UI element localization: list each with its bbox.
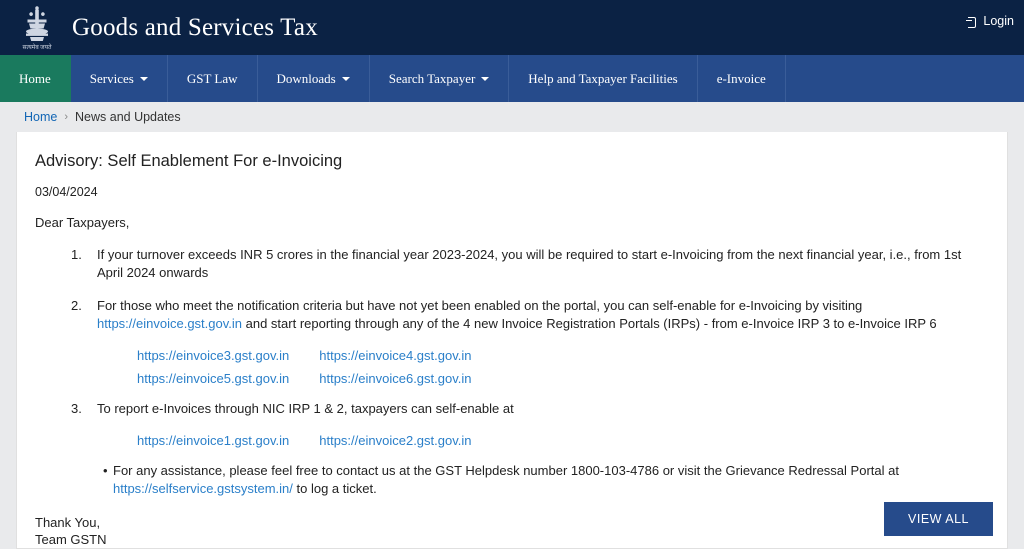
advisory-item-3-text: To report e-Invoices through NIC IRP 1 & 2, taxpayers can self-enable at	[97, 401, 514, 416]
signoff-thanks: Thank You,	[35, 515, 101, 530]
nav-item-search-taxpayer[interactable]	[370, 55, 510, 102]
nav-item-e-invoice[interactable]	[698, 55, 786, 102]
breadcrumb-current: News and Updates	[75, 110, 181, 124]
national-emblem-icon	[16, 3, 58, 53]
advisory-item-2	[35, 297, 989, 333]
nav-item-downloads[interactable]	[258, 55, 370, 102]
advisory-item-1	[35, 246, 989, 282]
advisory-item-2-text-a: For those who meet the notification criteria but have not yet been enabled on the portal, you can self-enable for e-Invoicing by visiting	[97, 298, 863, 313]
login-label: Login	[983, 14, 1014, 28]
nav-label-search-taxpayer: Search Taxpayer	[388, 70, 476, 86]
content-area	[0, 132, 1024, 549]
einvoice-portal-link[interactable]: https://einvoice.gst.gov.in	[97, 316, 243, 331]
advisory-salutation: Dear Taxpayers,	[35, 215, 130, 230]
chevron-down-icon	[481, 77, 489, 81]
assistance-text	[103, 462, 989, 498]
advisory-assistance-note	[35, 462, 989, 498]
selfservice-portal-link[interactable]: https://selfservice.gstsystem.in/	[113, 481, 293, 496]
irp-links-row-2	[35, 371, 989, 386]
nav-label-downloads: Downloads	[276, 70, 336, 86]
nav-label-home: Home	[19, 70, 51, 86]
chevron-down-icon	[140, 77, 148, 81]
nav-item-help-and-taxpayer-facilities[interactable]	[509, 55, 697, 102]
advisory-item-2-body	[71, 297, 989, 333]
einvoice3-link[interactable]: https://einvoice3.gst.gov.in	[137, 348, 290, 363]
nav-filler	[786, 55, 1024, 102]
nav-item-services[interactable]	[71, 55, 168, 102]
advisory-item-2-text-b: and start reporting through any of the 4 new Invoice Registration Portals (IRPs) - from e-Invoice IRP 3 to e-Invoice IRP 6	[242, 316, 937, 331]
nav-item-gst-law[interactable]	[168, 55, 258, 102]
einvoice6-link[interactable]: https://einvoice6.gst.gov.in	[319, 371, 472, 386]
breadcrumb-home-link[interactable]: Home	[24, 110, 58, 124]
breadcrumb-separator: ›	[64, 111, 69, 123]
site-title: Goods and Services Tax	[72, 13, 318, 41]
login-icon	[968, 16, 979, 27]
site-header	[0, 0, 1024, 55]
nav-label-gst-law: GST Law	[186, 70, 238, 86]
advisory-item-1-number: 1.	[71, 247, 82, 262]
nic-links-row	[35, 433, 989, 448]
einvoice1-link[interactable]: https://einvoice1.gst.gov.in	[137, 433, 290, 448]
assistance-text-b: to log a ticket.	[292, 481, 377, 496]
einvoice2-link[interactable]: https://einvoice2.gst.gov.in	[319, 433, 472, 448]
advisory-signoff	[35, 514, 989, 548]
einvoice4-link[interactable]: https://einvoice4.gst.gov.in	[319, 348, 472, 363]
irp-links-row-1	[35, 348, 989, 363]
advisory-item-2-number: 2.	[71, 298, 82, 313]
advisory-item-3	[35, 400, 989, 418]
nav-label-services: Services	[89, 70, 134, 86]
advisory-card	[16, 132, 1008, 549]
chevron-down-icon	[342, 77, 350, 81]
signoff-team: Team GSTN	[35, 532, 107, 547]
page-title: Advisory: Self Enablement For e-Invoicing	[35, 152, 343, 170]
main-navigation	[0, 55, 1024, 102]
advisory-date: 03/04/2024	[35, 185, 98, 199]
breadcrumb	[0, 102, 1024, 132]
login-button[interactable]	[968, 14, 1014, 28]
nav-label-help: Help and Taxpayer Facilities	[528, 70, 678, 86]
advisory-item-3-number: 3.	[71, 401, 82, 416]
nav-label-e-invoice: e-Invoice	[716, 70, 766, 86]
advisory-item-1-text: If your turnover exceeds INR 5 crores in the financial year 2023-2024, you will be required to start e-Invoicing from the next financial year, i.e., from 1st April 2024 onwards	[97, 247, 962, 280]
nav-item-home[interactable]	[0, 55, 71, 102]
bullet-icon: •	[103, 463, 108, 478]
emblem-caption: सत्यमेव जयते	[22, 44, 52, 51]
einvoice5-link[interactable]: https://einvoice5.gst.gov.in	[137, 371, 290, 386]
assistance-text-a: For any assistance, please feel free to contact us at the GST Helpdesk number 1800-103-4786 or visit the Grievance Redressal Portal at	[113, 463, 899, 478]
view-all-button[interactable]: VIEW ALL	[884, 502, 993, 536]
